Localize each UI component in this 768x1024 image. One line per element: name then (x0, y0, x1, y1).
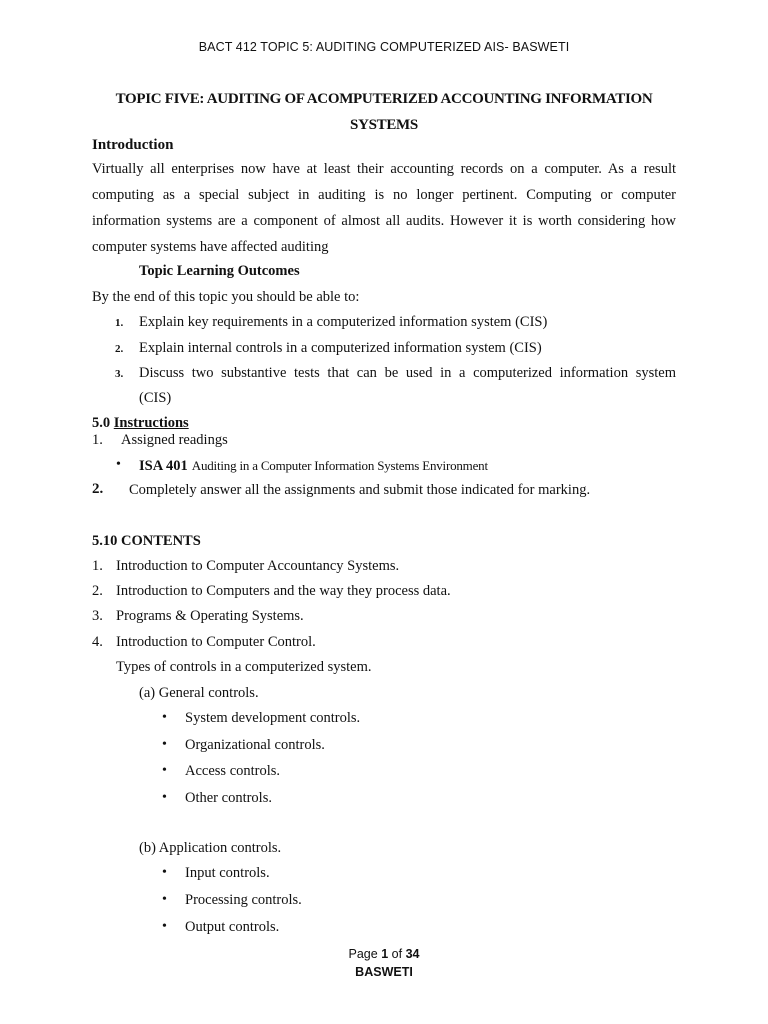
instructions-heading (92, 415, 189, 432)
title-line-2: SYSTEMS (350, 117, 418, 133)
outcomes-heading: Topic Learning Outcomes (139, 263, 300, 279)
contents-number: 4. (92, 634, 103, 650)
instruction-item: Assigned readings (121, 432, 228, 448)
contents-number: 3. (92, 608, 103, 624)
general-control-item: Access controls. (185, 763, 281, 779)
application-control-item: Input controls. (185, 865, 270, 881)
bullet-icon: • (162, 892, 167, 907)
instruction-item: Completely answer all the assignments and submit those indicated for marking. (129, 482, 591, 498)
outcomes-lead: By the end of this topic you should be able to: (92, 289, 360, 305)
contents-heading: 5.10 CONTENTS (92, 533, 201, 549)
general-control-item: Other controls. (185, 790, 272, 806)
title-line-1: TOPIC FIVE: AUDITING OF ACOMPUTERIZED ACCOUNTING INFORMATION (115, 91, 653, 107)
contents-item: Programs & Operating Systems. (116, 608, 304, 624)
contents-item: Introduction to Computer Control. (116, 634, 316, 650)
outcome-number: 1. (115, 317, 124, 329)
bullet-icon: • (162, 790, 167, 805)
general-control-item: System development controls. (185, 710, 361, 726)
of-word: of (391, 947, 403, 961)
introduction-heading: Introduction (92, 137, 174, 153)
bullet-icon: • (162, 919, 167, 934)
total-pages: 34 (405, 947, 420, 961)
contents-number: 1. (92, 558, 103, 574)
instruction-number: 2. (92, 481, 104, 497)
instruction-number: 1. (92, 432, 103, 448)
outcome-item: Explain internal controls in a computerized information system (CIS) (139, 340, 542, 356)
outcome-item: Explain key requirements in a computerized information system (CIS) (139, 314, 548, 330)
intro-line-4: computer systems have affected auditing (92, 239, 329, 255)
instructions-number: 5.0 (92, 415, 111, 431)
outcome-item-continuation: (CIS) (139, 390, 172, 406)
outcome-number: 3. (115, 368, 124, 380)
intro-line-2: computing as a special subject in auditing is no longer pertinent. Computing or computer (92, 187, 676, 203)
bullet-icon: • (162, 737, 167, 752)
general-control-item: Organizational controls. (185, 737, 325, 753)
bullet-icon: • (116, 457, 121, 472)
footer-author: BASWETI (355, 965, 413, 979)
intro-line-1: Virtually all enterprises now have at least their accounting records on a computer. As a result (92, 161, 676, 177)
bullet-icon: • (162, 865, 167, 880)
document-title (92, 86, 676, 138)
application-control-item: Processing controls. (185, 892, 302, 908)
controls-types-line: Types of controls in a computerized system. (116, 659, 372, 675)
outcome-item: Discuss two substantive tests that can be used in a computerized information system (139, 365, 676, 381)
running-header: BACT 412 TOPIC 5: AUDITING COMPUTERIZED AIS- BASWETI (198, 40, 570, 54)
assigned-reading (139, 457, 488, 475)
bullet-icon: • (162, 763, 167, 778)
contents-item: Introduction to Computers and the way they process data. (116, 583, 451, 599)
contents-number: 2. (92, 583, 103, 599)
page-word: Page (348, 947, 378, 961)
bullet-icon: • (162, 710, 167, 725)
general-controls-label: (a) General controls. (139, 685, 259, 701)
current-page: 1 (381, 947, 389, 961)
instructions-title: Instructions (113, 415, 189, 431)
page-number (0, 947, 768, 961)
reading-title: Auditing in a Computer Information Systems Environment (191, 458, 488, 473)
contents-item: Introduction to Computer Accountancy Systems. (116, 558, 400, 574)
application-control-item: Output controls. (185, 919, 280, 935)
outcome-number: 2. (115, 343, 124, 355)
application-controls-label: (b) Application controls. (139, 840, 282, 856)
intro-line-3: information systems are a component of almost all audits. However it is worth considering how (92, 213, 676, 229)
reading-code: ISA 401 (139, 458, 188, 474)
